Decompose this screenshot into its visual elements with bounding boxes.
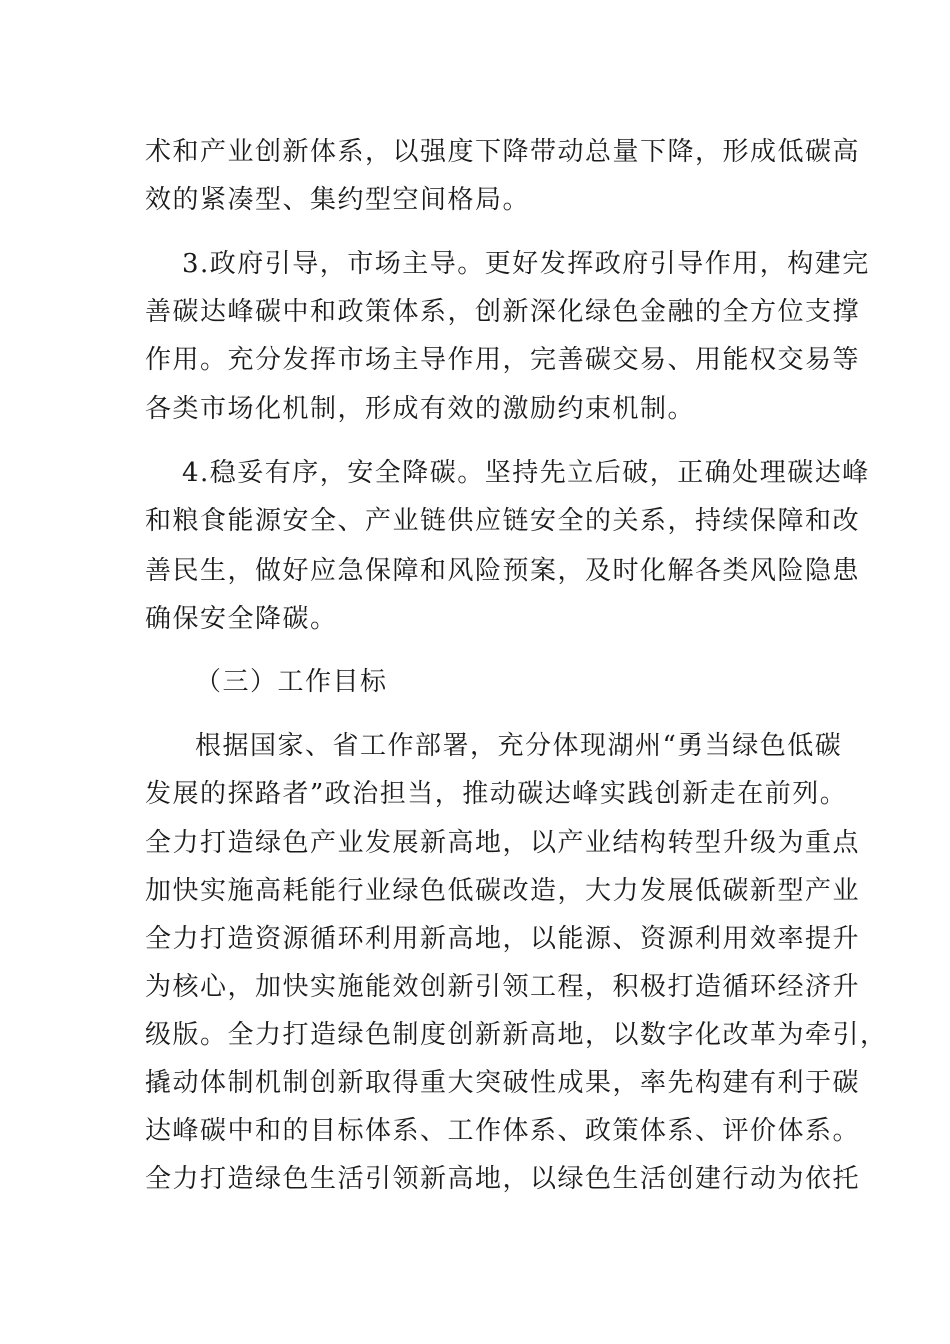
section-heading: （三）工作目标 xyxy=(195,667,388,697)
text-line: 善碳达峰碳中和政策体系，创新深化绿色金融的全方位支撑 xyxy=(145,297,861,327)
text-line: 撬动体制机制创新取得重大突破性成果，率先构建有利于碳 xyxy=(145,1068,861,1098)
text-line: 术和产业创新体系，以强度下降带动总量下降，形成低碳高 xyxy=(145,137,861,167)
text-line: 善民生，做好应急保障和风险预案，及时化解各类风险隐患 xyxy=(145,556,861,586)
text-line: 全力打造绿色生活引领新高地，以绿色生活创建行动为依托 xyxy=(145,1164,861,1194)
text-line: 加快实施高耗能行业绿色低碳改造，大力发展低碳新型产业 xyxy=(145,876,861,906)
text-line: 各类市场化机制，形成有效的激励约束机制。 xyxy=(145,394,696,424)
text-line: 全力打造绿色产业发展新高地，以产业结构转型升级为重点 xyxy=(145,828,861,858)
text-line: 全力打造资源循环利用新高地，以能源、资源利用效率提升 xyxy=(145,924,861,954)
text-line: 和粮食能源安全、产业链供应链安全的关系，持续保障和改 xyxy=(145,506,861,536)
text-line: 作用。充分发挥市场主导作用，完善碳交易、用能权交易等 xyxy=(145,345,861,375)
text-line: 级版。全力打造绿色制度创新新高地，以数字化改革为牵引， xyxy=(145,1020,888,1050)
text-line: 效的紧凑型、集约型空间格局。 xyxy=(145,185,531,215)
text-line: 发展的探路者”政治担当，推动碳达峰实践创新走在前列。 xyxy=(145,779,848,809)
text-line: 4.稳妥有序，安全降碳。坚持先立后破，正确处理碳达峰 xyxy=(182,458,870,488)
text-line: 确保安全降碳。 xyxy=(145,604,338,634)
text-line: 根据国家、省工作部署，充分体现湖州“勇当绿色低碳 xyxy=(195,731,843,761)
text-line: 3.政府引导，市场主导。更好发挥政府引导作用，构建完 xyxy=(182,249,870,279)
text-line: 达峰碳中和的目标体系、工作体系、政策体系、评价体系。 xyxy=(145,1116,861,1146)
text-line: 为核心，加快实施能效创新引领工程，积极打造循环经济升 xyxy=(145,972,861,1002)
